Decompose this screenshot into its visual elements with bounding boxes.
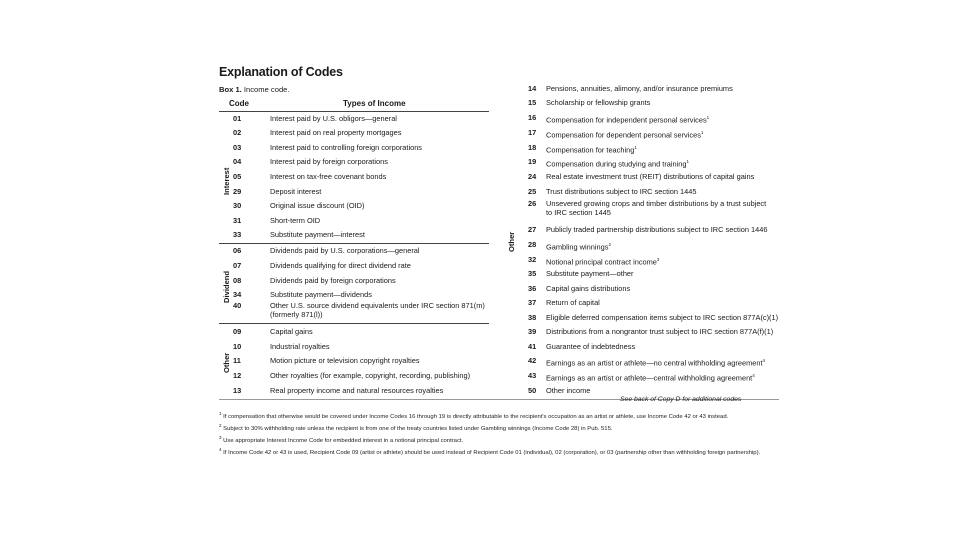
row-code: 03	[233, 143, 242, 152]
row-desc: Motion picture or television copyright royalties	[270, 356, 420, 365]
row-desc	[546, 144, 637, 155]
footnote-2	[219, 422, 779, 433]
row-code: 35	[528, 269, 537, 278]
footnote-number: 2	[219, 423, 222, 428]
row-desc: Interest paid by U.S. obligors—general	[270, 114, 397, 123]
row-code: 13	[233, 386, 242, 395]
row-code: 24	[528, 172, 537, 181]
row-code: 40	[233, 301, 242, 310]
row-code: 39	[528, 327, 537, 336]
row-code: 07	[233, 261, 242, 270]
group-label-other-right: Other	[507, 231, 516, 252]
row-desc: Real estate investment trust (REIT) distributions of capital gains	[546, 172, 755, 181]
box-label-bold: Box 1.	[219, 85, 242, 94]
row-desc: Dividends qualifying for direct dividend rate	[270, 261, 411, 270]
row-desc: Original issue discount (OID)	[270, 201, 365, 210]
row-code: 11	[233, 356, 241, 365]
row-desc	[546, 114, 709, 125]
row-desc: to IRC section 1445	[546, 208, 611, 217]
row-code: 17	[528, 128, 537, 137]
footnote-text: If Income Code 42 or 43 is used, Recipient Code 09 (artist or athlete) should be used instead of Recipient Code 01 (individual), 02 (corporation), or 03 (partnership other than withholding foreign partnership).	[223, 449, 761, 456]
row-code: 41	[528, 342, 537, 351]
footnote-number: 1	[219, 411, 222, 416]
footnote-text: Use appropriate Interest Income Code for embedded interest in a notional principal contract.	[223, 437, 464, 444]
row-desc: Interest paid on real property mortgages	[270, 128, 402, 137]
row-desc: Pensions, annuities, alimony, and/or insurance premiums	[546, 84, 733, 93]
row-code: 34	[233, 290, 242, 299]
header-rule	[219, 111, 489, 112]
dividend-divider	[219, 323, 489, 324]
row-code: 33	[233, 230, 242, 239]
row-code: 05	[233, 172, 242, 181]
footnote-4	[219, 446, 779, 457]
row-code: 02	[233, 128, 242, 137]
group-label-interest: Interest	[222, 167, 231, 195]
footnote-number: 3	[219, 435, 222, 440]
row-desc	[546, 256, 659, 267]
footnote-3	[219, 434, 779, 445]
row-desc-text: Compensation during studying and training	[546, 159, 687, 169]
row-code: 26	[528, 199, 537, 208]
row-code: 18	[528, 143, 537, 152]
row-desc-text: Gambling winnings	[546, 242, 609, 252]
code-column-header: Code	[229, 99, 249, 108]
footnote-ref: 2	[608, 242, 611, 247]
row-desc-text: Notional principal contract income	[546, 257, 657, 267]
row-desc: Interest paid to controlling foreign corporations	[270, 143, 423, 152]
row-desc: Distributions from a nongrantor trust subject to IRC section 877A(f)(1)	[546, 327, 774, 336]
row-code: 15	[528, 98, 537, 107]
row-desc: Substitute payment—interest	[270, 230, 365, 239]
footnote-ref: 3	[656, 257, 660, 262]
row-code: 10	[233, 342, 242, 351]
row-desc: Dividends paid by U.S. corporations—general	[270, 246, 420, 255]
footnote-text: Subject to 30% withholding rate unless the recipient is from one of the treaty countries listed under Gambling winnings (Income Code 28) in Pub. 515.	[223, 425, 613, 432]
row-code: 06	[233, 246, 242, 255]
row-code: 14	[528, 84, 537, 93]
footnote-ref: 1	[706, 115, 710, 120]
row-desc: Other U.S. source dividend equivalents under IRC section 871(m)	[270, 301, 485, 310]
row-desc: Deposit interest	[270, 187, 322, 196]
page-title: Explanation of Codes	[219, 65, 343, 79]
interest-divider	[219, 243, 489, 244]
footnote-ref: 1	[634, 145, 637, 150]
row-desc: Capital gains	[270, 327, 313, 336]
row-desc: Scholarship or fellowship grants	[546, 98, 651, 107]
row-desc: Short-term OID	[270, 216, 321, 225]
row-desc-text: Compensation for dependent personal services	[546, 130, 701, 140]
row-desc	[546, 241, 611, 252]
row-code: 38	[528, 313, 537, 322]
row-desc: Real property income and natural resources royalties	[270, 386, 444, 395]
footnote-ref: 4	[762, 358, 766, 363]
row-code: 50	[528, 386, 537, 395]
row-desc-text: Compensation for independent personal services	[546, 115, 707, 125]
footnote-text: If compensation that otherwise would be covered under Income Codes 16 through 19 is directly attributable to the recipient's occupation as an artist or athlete, use Income Code 42 or 43 instead.	[223, 413, 729, 420]
row-code: 36	[528, 284, 537, 293]
row-code: 16	[528, 113, 537, 122]
group-label-other-left: Other	[222, 352, 231, 373]
row-code: 37	[528, 298, 537, 307]
row-desc: Dividends paid by foreign corporations	[270, 276, 396, 285]
row-desc	[546, 357, 765, 368]
row-desc: Guarantee of indebtedness	[546, 342, 636, 351]
footnote-ref: 1	[686, 159, 690, 164]
row-code: 32	[528, 255, 537, 264]
footnote-1	[219, 410, 779, 421]
row-desc: Substitute payment—dividends	[270, 290, 372, 299]
row-code: 04	[233, 157, 242, 166]
footnote-ref: 4	[752, 373, 755, 378]
row-desc: Interest paid by foreign corporations	[270, 157, 388, 166]
row-code: 31	[233, 216, 242, 225]
box-label-text: Income code.	[241, 85, 290, 94]
row-code: 27	[528, 225, 537, 234]
row-code: 25	[528, 187, 537, 196]
types-column-header: Types of Income	[343, 99, 406, 108]
row-desc: Publicly traded partnership distributions subject to IRC section 1446	[546, 225, 768, 234]
row-desc: Capital gains distributions	[546, 284, 631, 293]
row-desc-text: Earnings as an artist or athlete—central withholding agreement	[546, 373, 753, 383]
row-desc: Trust distributions subject to IRC section 1445	[546, 187, 697, 196]
row-desc	[546, 372, 755, 383]
row-desc: Interest on tax-free covenant bonds	[270, 172, 387, 181]
row-code: 43	[528, 371, 537, 380]
row-desc: Other income	[546, 386, 591, 395]
row-desc: Industrial royalties	[270, 342, 330, 351]
row-desc: Substitute payment—other	[546, 269, 634, 278]
row-code: 30	[233, 201, 242, 210]
row-code: 42	[528, 356, 537, 365]
row-desc	[546, 129, 703, 140]
row-desc: Unsevered growing crops and timber distributions by a trust subject	[546, 199, 767, 208]
row-code: 28	[528, 240, 537, 249]
row-desc: Other royalties (for example, copyright, recording, publishing)	[270, 371, 471, 380]
row-desc: (formerly 871(l))	[270, 310, 323, 319]
row-desc-text: Earnings as an artist or athlete—no central withholding agreement	[546, 358, 763, 368]
row-code: 01	[233, 114, 242, 123]
row-desc	[546, 158, 689, 169]
row-code: 09	[233, 327, 242, 336]
row-desc: Return of capital	[546, 298, 600, 307]
row-desc: Eligible deferred compensation items subject to IRC section 877A(c)(1)	[546, 313, 779, 322]
group-label-dividend: Dividend	[222, 270, 231, 303]
row-code: 08	[233, 276, 242, 285]
footnote-ref: 1	[700, 130, 704, 135]
box-label	[219, 85, 290, 94]
footnote-number: 4	[219, 447, 222, 452]
row-code: 12	[233, 371, 242, 380]
see-back-note: See back of Copy D for additional codes	[620, 396, 742, 403]
row-desc-text: Compensation for teaching	[546, 145, 635, 155]
row-code: 29	[233, 187, 242, 196]
row-code: 19	[528, 157, 537, 166]
